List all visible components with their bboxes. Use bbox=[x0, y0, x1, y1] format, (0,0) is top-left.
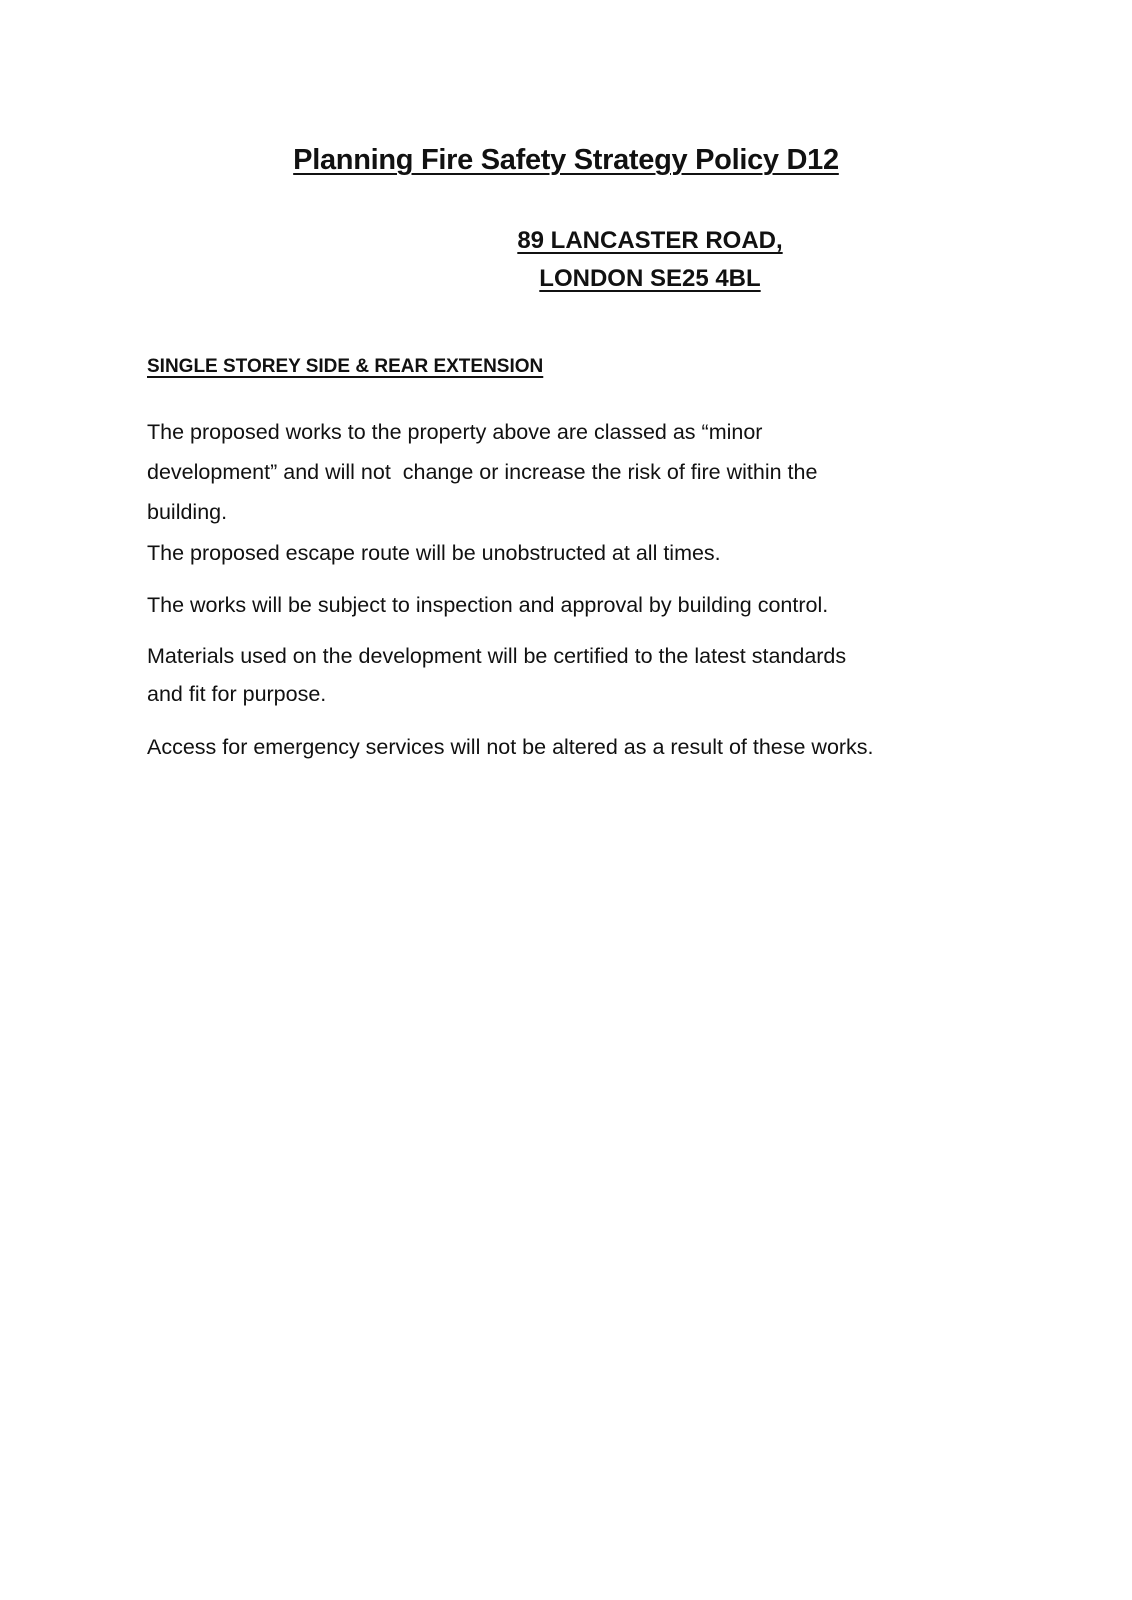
address-line-1: 89 LANCASTER ROAD, bbox=[517, 227, 783, 254]
document-title-text: Planning Fire Safety Strategy Policy D12 bbox=[293, 144, 839, 176]
paragraph-escape-route: The proposed escape route will be unobstructed at all times. bbox=[147, 541, 721, 565]
paragraph-minor-development: The proposed works to the property above are classed as “minor development” and will not change or increase the risk of fire within the building. bbox=[147, 420, 818, 524]
section-heading: SINGLE STOREY SIDE & REAR EXTENSION bbox=[147, 356, 544, 377]
property-address bbox=[470, 222, 830, 298]
paragraph-building-control: The works will be subject to inspection and approval by building control. bbox=[147, 593, 829, 617]
paragraph-materials: Materials used on the development will be certified to the latest standards and fit for purpose. bbox=[147, 644, 847, 706]
address-line-2: LONDON SE25 4BL bbox=[539, 265, 761, 292]
document-title bbox=[0, 144, 1132, 177]
paragraph-emergency-access: Access for emergency services will not be altered as a result of these works. bbox=[147, 735, 874, 759]
